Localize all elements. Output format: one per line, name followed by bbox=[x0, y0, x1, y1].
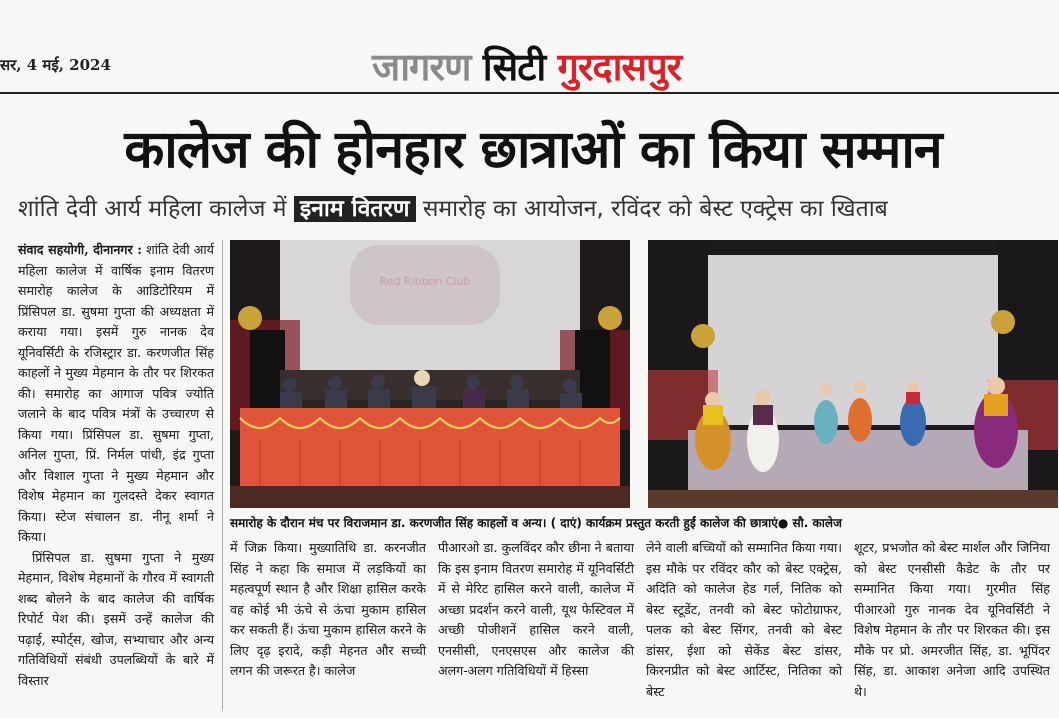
article-dateline: संवाद सहयोगी, दीनानगर : bbox=[18, 242, 142, 257]
headline: कालेज की होनहार छात्राओं का किया सम्मान bbox=[124, 120, 942, 180]
masthead-city: सिटी bbox=[482, 45, 546, 89]
column-1-paragraph-2: प्रिंसिपल डा. सुषमा गुप्ता ने मुख्य मेहमान, विशेष मेहमानों के गौरव में स्वागती शब्द बोलने के बाद कालेज की वार्षिक रिपोर्ट पेश की। इसमें उन्हें कालेज की पढ़ाई, स्पोर्ट्स, खोज, सभ्याचार और अन्य गतिविधियों संबंधी उपलब्धियों के बारे में विस्तार bbox=[18, 549, 214, 688]
article-column-1 bbox=[18, 240, 214, 691]
subhead-post: समारोह का आयोजन, रविंदर को बेस्ट एक्ट्रेस का खिताब bbox=[422, 196, 888, 222]
masthead-gurdaspur: गुरदासपुर bbox=[557, 45, 682, 89]
column-1-paragraph-1 bbox=[18, 240, 214, 548]
masthead-rule bbox=[0, 92, 1059, 94]
stage-photo-image bbox=[230, 240, 630, 508]
article-column-2: में जिक्र किया। मुख्यातिथि डा. करनजीत सिंह ने कहा कि समाज में लड़कियों का महत्वपूर्ण स्थान है और शिक्षा हासिल करके वह कोई भी ऊंचे से ऊंचा मुकाम हासिल कर सकती हैं। ऊंचा मुकाम हासिल करने के लिए दृढ़ इरादे, कड़ी मेहनत और सच्ची लगन की जरूरत है। कालेज bbox=[230, 540, 426, 678]
performance-photo-image bbox=[648, 240, 1058, 508]
photo-caption: समारोह के दौरान मंच पर विराजमान डा. करणजीत सिंह काहलों व अन्य। ( दाएं) कार्यक्रम प्रस्तुत करती हुईं कालेज की छात्राएं● सौ. कालेज bbox=[230, 516, 842, 530]
stage-banner-text: Red Ribbon Club bbox=[379, 275, 471, 288]
performance-photo bbox=[648, 240, 1058, 508]
article-column-4: लेने वाली बच्चियों को सम्मानित किया गया। इस मौके पर रविंदर कौर को बेस्ट एक्ट्रेस, अदिति को कालेज हेड गर्ल, नितिक को बेस्ट स्टूडेंट, तनवी को बेस्ट फोटोग्राफर, पलक को बेस्ट सिंगर, तनवी को बेस्ट डांसर, ईशा को सेकेंड बेस्ट डांसर, किरनप्रीत को बेस्ट आर्टिस्ट, नितिका को बेस्ट bbox=[646, 540, 842, 699]
masthead bbox=[372, 40, 681, 92]
subhead-pre: शांति देवी आर्य महिला कालेज में bbox=[18, 196, 287, 222]
article-column-3: पीआरओ डा. कुलविंदर कौर छीना ने बताया कि इस इनाम वितरण समारोह में यूनिवर्सिटी में से मेरिट हासिल करने वाली, कालेज में अच्छा प्रदर्शन करने वाली, यूथ फेस्टिवल में अच्छी पोजीशनें हासिल करने वाली, एनसीसी, एनएसएस और कालेज की अलग-अलग गतिविधियों में हिस्सा bbox=[438, 540, 634, 678]
dateline-date: सर, 4 मई, 2024 bbox=[0, 56, 111, 74]
subhead bbox=[18, 190, 888, 228]
article-column-5: शूटर, प्रभजोत को बेस्ट मार्शल और जिनिया को बेस्ट एनसीसी कैडेट के तौर पर सम्मानित किया गया। गुरमीत सिंह पीआरओ गुरु नानक देव यूनिवर्सिटी ने विशेष मेहमान के तौर पर शिरकत की। इस मौके पर प्रो. अमरजीत सिंह, डा. भूपिंदर सिंह, डा. आकाश अनेजा आदि उपस्थित थे। bbox=[854, 540, 1050, 699]
subhead-highlight: इनाम वितरण bbox=[294, 196, 416, 222]
stage-photo bbox=[230, 240, 630, 508]
masthead-jagran: जागरण bbox=[372, 45, 471, 89]
column-1-text-1: शांति देवी आर्य महिला कालेज में वार्षिक इनाम वितरण समारोह कालेज के आडिटोरियम में प्रिंसिपल डा. सुषमा गुप्ता की अध्यक्षता में कराया गया। इसमें गुरु नानक देव यूनिवर्सिटी के रजिस्ट्रार डा. करणजीत सिंह काहलों ने मुख्य मेहमान के तौर पर शिरकत की। समारोह का आगाज पवित्र ज्योति जलाने के बाद पवित्र मंत्रों के उच्चारण से किया गया। प्रिंसिपल डा. सुषमा गुप्ता, अनिल गुप्ता, प्रिं. निर्मल पांधी, इंद्र गुप्ता और विशाल गुप्ता ने मुख्य मेहमान और विशेष मेहमान का गुलदस्ते देकर स्वागत किया। स्टेज संचालन डा. नीनू शर्मा ने किया। bbox=[18, 242, 214, 544]
column-divider bbox=[222, 240, 223, 710]
